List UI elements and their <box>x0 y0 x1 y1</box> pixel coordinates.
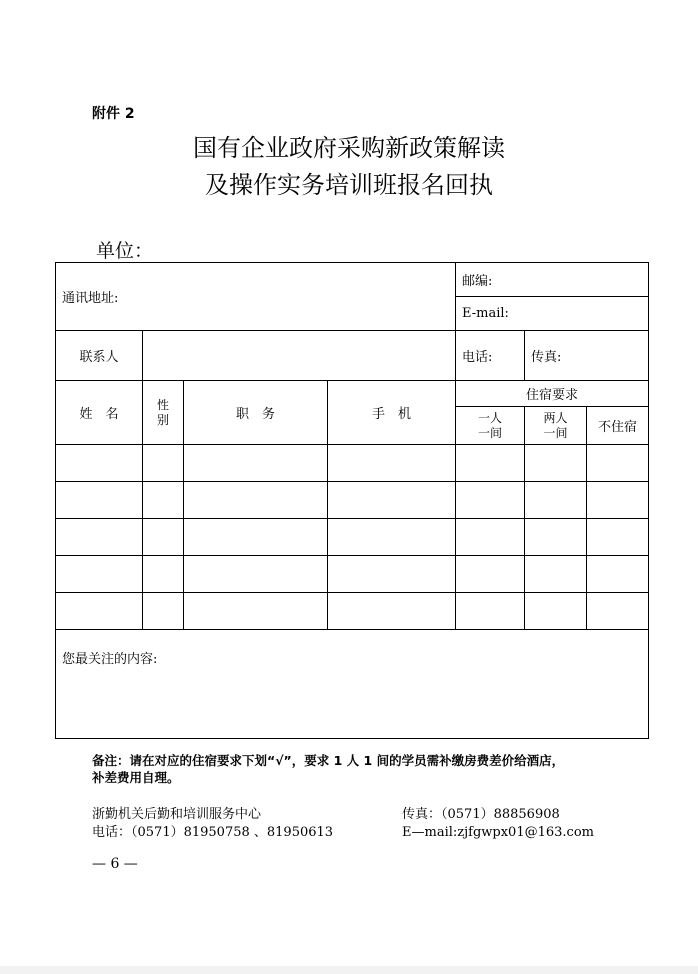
zip-label: 邮编: <box>462 274 493 289</box>
gender-cell[interactable] <box>143 593 184 630</box>
contact-info-right <box>402 806 594 842</box>
single-room-cell[interactable] <box>456 556 525 593</box>
double-room-line1: 两人 <box>543 410 568 425</box>
position-cell[interactable] <box>184 556 328 593</box>
document-title-line1: 国有企业政府采购新政策解读 <box>193 134 505 162</box>
zip-field[interactable] <box>456 263 649 297</box>
mobile-cell[interactable] <box>328 519 456 556</box>
registration-form-table <box>55 262 649 739</box>
no-lodging-text: 不住宿 <box>598 420 638 435</box>
contact-person-field[interactable] <box>143 331 456 381</box>
unit-label: 单位： <box>96 240 154 262</box>
col-header-mobile-text: 手 机 <box>372 407 412 422</box>
double-room-cell[interactable] <box>525 519 587 556</box>
name-cell[interactable] <box>56 519 143 556</box>
remark-note <box>92 752 632 786</box>
contact-label-cell <box>56 331 143 381</box>
col-header-no-lodging <box>587 407 649 445</box>
no-lodging-cell[interactable] <box>587 556 649 593</box>
phone-label: 电话: <box>462 350 493 365</box>
table-row <box>56 556 649 593</box>
document-title-line2: 及操作实务培训班报名回执 <box>205 171 493 199</box>
col-header-name <box>56 381 143 445</box>
page-bottom-strip <box>0 966 698 974</box>
name-cell[interactable] <box>56 482 143 519</box>
mobile-cell[interactable] <box>328 482 456 519</box>
fax-label: 传真: <box>531 350 562 365</box>
gender-cell[interactable] <box>143 519 184 556</box>
single-room-line1: 一人 <box>478 410 503 425</box>
double-room-cell[interactable] <box>525 556 587 593</box>
position-cell[interactable] <box>184 593 328 630</box>
concern-field[interactable] <box>56 630 649 739</box>
email-label: E-mail: <box>462 306 509 321</box>
organizer-fax: 传真：（0571）88856908 <box>402 807 560 822</box>
contact-info-left <box>92 806 333 842</box>
col-header-position-text: 职 务 <box>235 407 275 422</box>
organizer-phone: 电话：（0571）81950758 、81950613 <box>92 825 334 840</box>
col-header-double-room <box>525 407 587 445</box>
single-room-line2: 一间 <box>478 425 503 440</box>
gender-cell[interactable] <box>143 482 184 519</box>
gender-cell[interactable] <box>143 556 184 593</box>
col-header-lodging-text: 住宿要求 <box>526 388 579 403</box>
organizer-email: E—mail:zjfgwpx01@163.com <box>402 825 594 840</box>
position-cell[interactable] <box>184 445 328 482</box>
no-lodging-cell[interactable] <box>587 482 649 519</box>
single-room-cell[interactable] <box>456 593 525 630</box>
no-lodging-cell[interactable] <box>587 445 649 482</box>
contact-label: 联系人 <box>79 350 119 365</box>
table-row <box>56 482 649 519</box>
position-cell[interactable] <box>184 519 328 556</box>
col-header-gender-line1: 性 <box>156 397 169 412</box>
col-header-gender <box>143 381 184 445</box>
no-lodging-cell[interactable] <box>587 593 649 630</box>
name-cell[interactable] <box>56 556 143 593</box>
single-room-cell[interactable] <box>456 445 525 482</box>
double-room-line2: 一间 <box>543 425 568 440</box>
double-room-cell[interactable] <box>525 445 587 482</box>
page-number: — 6 — <box>92 856 138 872</box>
col-header-name-text: 姓 名 <box>79 407 119 422</box>
remark-line1: 备注：请在对应的住宿要求下划“√”，要求 1 人 1 间的学员需补缴房费差价给酒店， <box>92 753 565 768</box>
gender-cell[interactable] <box>143 445 184 482</box>
col-header-position <box>184 381 328 445</box>
name-cell[interactable] <box>56 445 143 482</box>
attachment-label: 附件 2 <box>92 106 135 122</box>
col-header-mobile <box>328 381 456 445</box>
fax-field[interactable] <box>525 331 649 381</box>
table-row <box>56 519 649 556</box>
address-label: 通讯地址: <box>62 291 119 306</box>
mobile-cell[interactable] <box>328 445 456 482</box>
col-header-lodging <box>456 381 649 407</box>
address-field[interactable] <box>56 263 456 331</box>
mobile-cell[interactable] <box>328 593 456 630</box>
double-room-cell[interactable] <box>525 593 587 630</box>
email-field[interactable] <box>456 297 649 331</box>
col-header-gender-line2: 别 <box>156 412 169 427</box>
single-room-cell[interactable] <box>456 519 525 556</box>
name-cell[interactable] <box>56 593 143 630</box>
col-header-single-room <box>456 407 525 445</box>
table-row <box>56 445 649 482</box>
no-lodging-cell[interactable] <box>587 519 649 556</box>
table-row <box>56 593 649 630</box>
concern-label: 您最关注的内容: <box>62 652 158 667</box>
position-cell[interactable] <box>184 482 328 519</box>
mobile-cell[interactable] <box>328 556 456 593</box>
remark-line2: 补差费用自理。 <box>92 770 180 785</box>
double-room-cell[interactable] <box>525 482 587 519</box>
organizer-name: 浙勤机关后勤和培训服务中心 <box>92 807 262 822</box>
single-room-cell[interactable] <box>456 482 525 519</box>
phone-field[interactable] <box>456 331 525 381</box>
